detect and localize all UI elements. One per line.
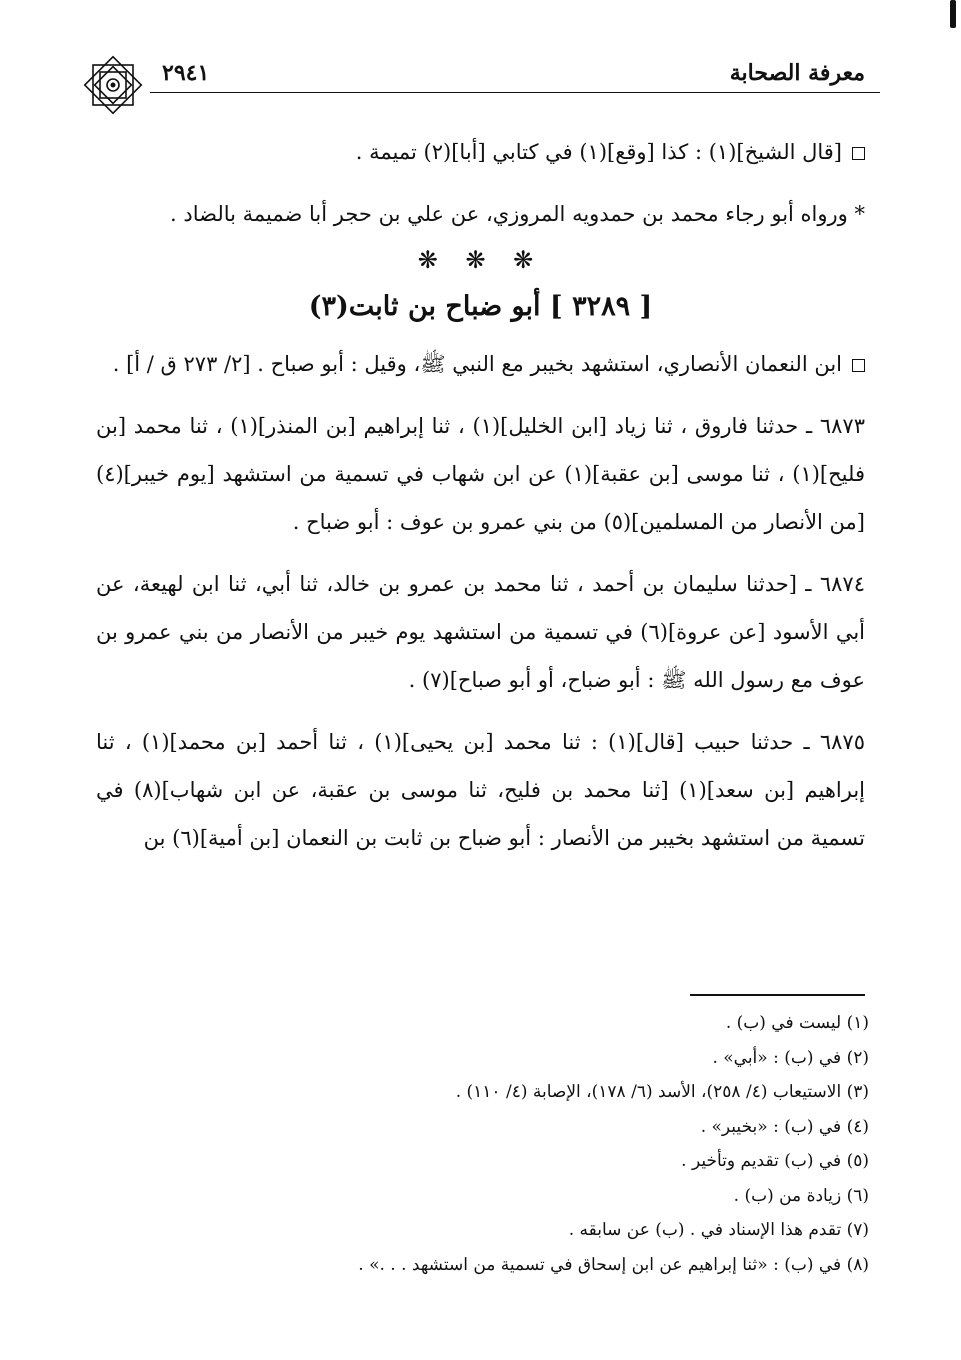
- running-title: معرفة الصحابة: [729, 60, 865, 86]
- main-text: [96, 128, 865, 862]
- page-corner-mark: [950, 0, 956, 28]
- footnotes: [96, 1006, 869, 1282]
- paragraph-note-shaykh: [قال الشيخ](١) : كذا [وقع](١) في كتابي [أبا](٢) تميمة .: [96, 128, 865, 176]
- page-number: ٢٩٤١: [162, 60, 210, 86]
- entry-heading: [ ٣٢٨٩ ] أبو ضباح بن ثابت(٣): [308, 291, 653, 322]
- square-marker-icon: [852, 147, 865, 160]
- footnote: (٤) في (ب) : «بخيبر» .: [700, 1116, 869, 1137]
- paragraph-riwaya: * ورواه أبو رجاء محمد بن حمدويه المروزي، عن علي بن حجر أبا ضميمة بالضاد .: [170, 202, 865, 226]
- page-header: [80, 52, 880, 116]
- footnote-rule: [690, 994, 865, 996]
- paragraph-hadith-6874: ٦٨٧٤ ـ [حدثنا سليمان بن أحمد ، ثنا محمد بن عمرو بن خالد، ثنا أبي، ثنا ابن لهيعة، عن أبي الأسود [عن عروة](٦) في تسمية من استشهد يوم خيبر من الأنصار من بني عمرو بن عوف مع رسول الله ﷺ : أبو ضباح، أو أبو صباح](٧) .: [96, 572, 865, 692]
- footnote: (٥) في (ب) تقديم وتأخير .: [681, 1151, 869, 1171]
- section-separator-stars: ❋ ❋ ❋: [417, 246, 544, 274]
- header-rule: [150, 92, 880, 93]
- footnote: (٦) زيادة من (ب) .: [733, 1185, 869, 1206]
- footnote: (٨) في (ب) : «ثنا إبراهيم عن ابن إسحاق في تسمية من استشهد . . .» .: [358, 1254, 869, 1275]
- footnote: (١) ليست في (ب) .: [725, 1013, 869, 1033]
- paragraph-hadith-6873: ٦٨٧٣ ـ حدثنا فاروق ، ثنا زياد [ابن الخليل](١) ، ثنا إبراهيم [بن المنذر](١) ، ثنا محمد [بن فليح](١) ، ثنا موسى [بن عقبة](١) عن ابن شهاب في تسمية من استشهد [يوم خيبر](٤) [من الأنصار من المسلمين](٥) من بني عمرو بن عوف : أبو ضباح .: [96, 414, 865, 534]
- square-marker-icon: [852, 359, 865, 372]
- octagram-ornament-icon: [80, 52, 146, 118]
- footnote: (٧) تقدم هذا الإسناد في . (ب) عن سابقه .: [568, 1220, 869, 1240]
- paragraph-entry-intro: ابن النعمان الأنصاري، استشهد بخيبر مع النبي ﷺ، وقيل : أبو صباح . [٢/ ٢٧٣ ق / أ] .: [96, 340, 865, 388]
- paragraph-hadith-6875: ٦٨٧٥ ـ حدثنا حبيب [قال](١) : ثنا محمد [بن يحيى](١) ، ثنا أحمد [بن محمد](١) ، ثنا إبراهيم [بن سعد](١) [ثنا محمد بن فليح، ثنا موسى بن عقبة، عن ابن شهاب](٨) في تسمية من استشهد بخيبر من الأنصار : أبو ضباح بن ثابت بن النعمان [بن أمية](٦) بن: [96, 730, 866, 850]
- footnote: (٢) في (ب) : «أبي» .: [712, 1047, 869, 1068]
- footnote: (٣) الاستيعاب (٤/ ٢٥٨)، الأسد (٦/ ١٧٨)، الإصابة (٤/ ١١٠) .: [455, 1082, 869, 1102]
